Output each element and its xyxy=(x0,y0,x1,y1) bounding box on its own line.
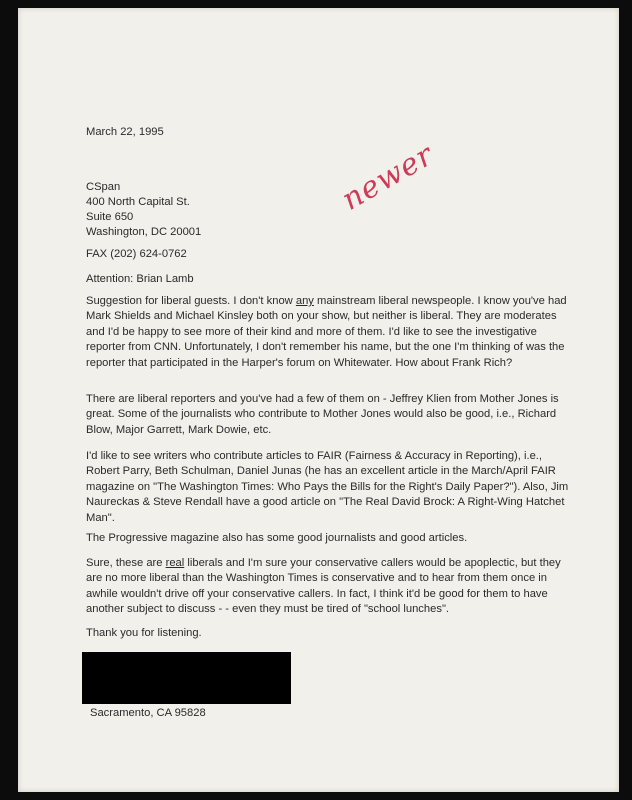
attention-line: Attention: Brian Lamb xyxy=(86,273,194,285)
closing-line: Thank you for listening. xyxy=(86,627,202,639)
fax-number: FAX (202) 624-0762 xyxy=(86,248,187,260)
p5-text-a: Sure, these are xyxy=(86,557,166,569)
recipient-line: Washington, DC 20001 xyxy=(86,226,202,238)
paragraph-5 xyxy=(86,556,572,618)
paragraph-1 xyxy=(86,294,572,371)
paragraph-4: The Progressive magazine also has some good journalists and good articles. xyxy=(86,532,468,544)
recipient-line: 400 North Capital St. xyxy=(86,196,190,208)
p1-underlined: any xyxy=(295,295,314,307)
letter-date: March 22, 1995 xyxy=(86,126,164,138)
redaction-block xyxy=(82,652,291,704)
recipient-line: CSpan xyxy=(86,181,121,193)
sender-city: Sacramento, CA 95828 xyxy=(90,707,206,719)
p1-text-a: Suggestion for liberal guests. I don't know xyxy=(86,295,296,307)
p5-text-b: liberals and I'm sure your conservative callers would be apoplectic, but they are no more liberal than the Washington Times is conservative and to hear from them once in awhile wouldn't drive off your conservative callers. In fact, I think it'd be good for them to have another subject to discuss - - even they must be tired of "school lunches". xyxy=(86,557,561,616)
p5-underlined: real xyxy=(165,557,185,569)
paragraph-2: There are liberal reporters and you've had a few of them on - Jeffrey Klien from Mother Jones is great. Some of the journalists who contribute to Mother Jones would also be good, i.e., Richard Blow, Major Garrett, Mark Dowie, etc. xyxy=(86,393,559,436)
paragraph-3: I'd like to see writers who contribute articles to FAIR (Fairness & Accuracy in Reporting), i.e., Robert Parry, Beth Schulman, Daniel Junas (he has an excellent article in the March/April FAIR magazine on "The Washington Times: Who Pays the Bills for the Right's Daily Paper?"). Also, Jim Naureckas & Steve Rendall have a good article on "The Real David Brock: A Right-Wing Hatchet Man". xyxy=(86,450,569,524)
p1-text-b: mainstream liberal newspeople. I know you've had Mark Shields and Michael Kinsley both on your show, but neither is liberal. They are moderates and I'd be happy to see more of their kind and more of them. I'd like to see the investigative reporter from CNN. Unfortunately, I don't remember his name, but the one I'm thinking of was the reporter that participated in the Harper's forum on Whitewater. How about Frank Rich? xyxy=(86,295,567,369)
handwritten-annotation: newer xyxy=(335,137,440,218)
recipient-line: Suite 650 xyxy=(86,211,134,223)
